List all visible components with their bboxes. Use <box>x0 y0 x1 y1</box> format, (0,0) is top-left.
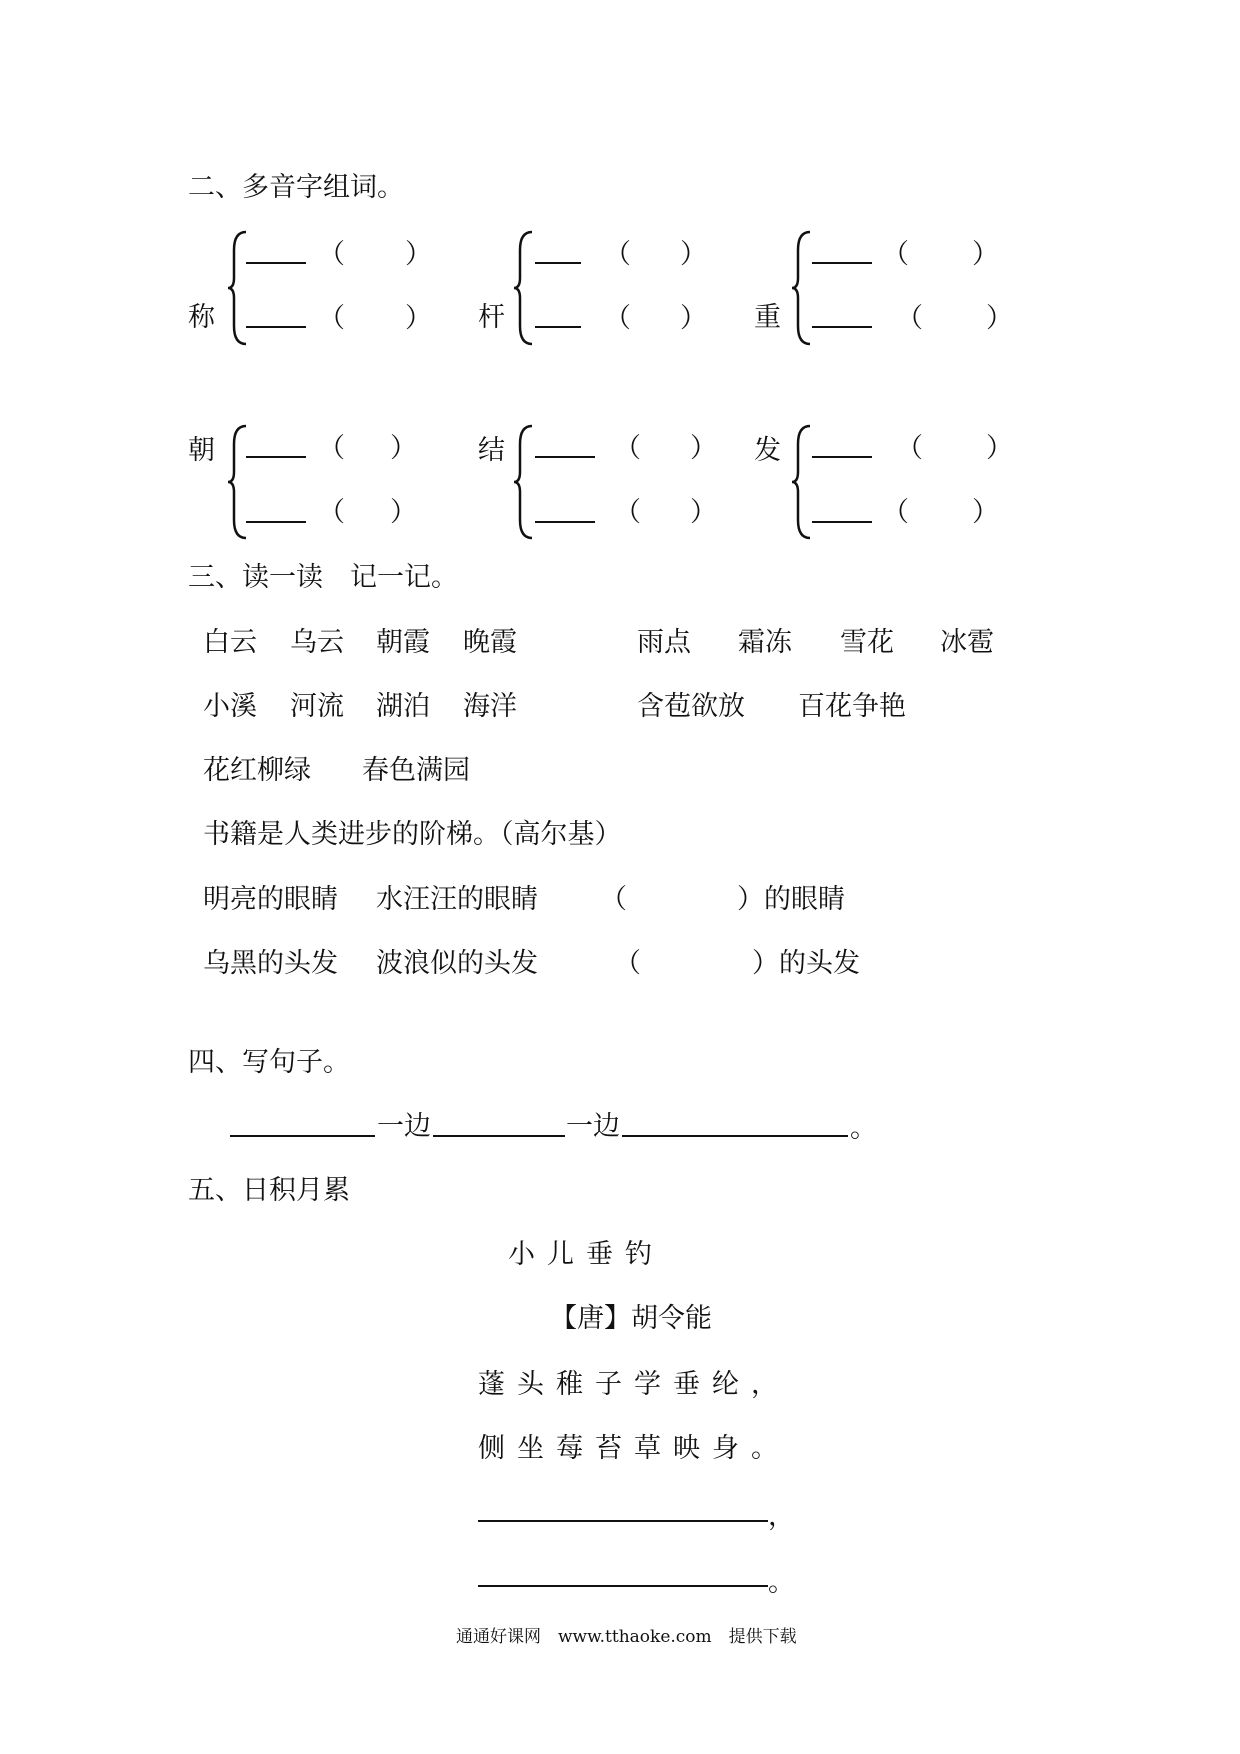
blank-line[interactable] <box>812 326 872 328</box>
paren-open: （ <box>318 239 345 270</box>
blank-line[interactable] <box>535 456 595 458</box>
phrase-end: ）的眼睛 <box>737 884 845 915</box>
footer-text: 通通好课网 www.tthaoke.com 提供下载 <box>456 1627 797 1647</box>
phrase: 水汪汪的眼睛 <box>376 884 538 915</box>
word: 冰雹 <box>940 627 994 658</box>
blank-line[interactable] <box>230 1135 375 1137</box>
blank-line[interactable] <box>535 521 595 523</box>
blank-line[interactable] <box>535 262 581 264</box>
brace-icon <box>226 424 248 540</box>
paren-close: ） <box>680 239 707 270</box>
blank-line[interactable] <box>433 1135 565 1137</box>
paren-close: ） <box>405 303 432 334</box>
paren-open: （ <box>614 433 641 464</box>
group-char: 重 <box>754 302 781 333</box>
paren-open: （ <box>318 433 345 464</box>
blank-line[interactable] <box>246 456 306 458</box>
paren-close: ） <box>390 433 417 464</box>
sentence-word: 一边 <box>377 1111 431 1142</box>
group-char: 结 <box>478 435 505 466</box>
group-char: 称 <box>188 302 215 333</box>
word: 乌云 <box>290 627 344 658</box>
word: 朝霞 <box>376 627 430 658</box>
blank-line[interactable] <box>246 262 306 264</box>
group-char: 发 <box>754 435 781 466</box>
word: 海洋 <box>463 691 517 722</box>
paren-open: （ <box>318 303 345 334</box>
section-3-title: 三、读一读 记一记。 <box>188 562 458 593</box>
brace-icon <box>512 230 534 346</box>
paren-close: ） <box>690 433 717 464</box>
poem-line-1: 蓬头稚子学垂纶， <box>478 1369 790 1400</box>
section-2-title: 二、多音字组词。 <box>188 172 404 203</box>
word: 河流 <box>290 691 344 722</box>
phrase: 波浪似的头发 <box>376 948 538 979</box>
phrase-end: ）的头发 <box>752 948 860 979</box>
word: 含苞欲放 <box>637 691 745 722</box>
sentence-word: 一边 <box>566 1111 620 1142</box>
paren-open: （ <box>896 433 923 464</box>
paren-open: （ <box>882 239 909 270</box>
blank-line[interactable] <box>246 521 306 523</box>
group-char: 朝 <box>188 435 215 466</box>
paren-open: （ <box>614 948 641 979</box>
blank-line[interactable] <box>246 326 306 328</box>
word: 雪花 <box>840 627 894 658</box>
quote: 书籍是人类进步的阶梯。（高尔基） <box>203 819 622 850</box>
word: 湖泊 <box>376 691 430 722</box>
poem-blank-line-2[interactable] <box>478 1585 768 1587</box>
paren-close: ） <box>986 303 1013 334</box>
word: 雨点 <box>637 627 691 658</box>
paren-close: ） <box>972 239 999 270</box>
poem-blank-line-1[interactable] <box>478 1520 768 1522</box>
phrase: 明亮的眼睛 <box>203 884 338 915</box>
group-char: 杆 <box>478 302 505 333</box>
brace-icon <box>790 230 812 346</box>
section-4-title: 四、写句子。 <box>188 1047 350 1078</box>
brace-icon <box>226 230 248 346</box>
paren-close: ） <box>972 497 999 528</box>
sentence-end: 。 <box>850 1113 877 1144</box>
paren-open: （ <box>604 303 631 334</box>
blank-line[interactable] <box>622 1135 848 1137</box>
word: 百花争艳 <box>798 691 906 722</box>
word: 小溪 <box>203 691 257 722</box>
paren-open: （ <box>318 497 345 528</box>
word: 霜冻 <box>738 627 792 658</box>
brace-icon <box>790 424 812 540</box>
phrase: 乌黑的头发 <box>203 948 338 979</box>
brace-icon <box>512 424 534 540</box>
word: 白云 <box>203 627 257 658</box>
paren-close: ） <box>405 239 432 270</box>
poem-blank-end-1: ， <box>768 1501 795 1532</box>
paren-close: ） <box>390 497 417 528</box>
word: 晚霞 <box>463 627 517 658</box>
word: 花红柳绿 <box>203 755 311 786</box>
paren-close: ） <box>986 433 1013 464</box>
poem-author: 【唐】胡令能 <box>550 1303 712 1334</box>
blank-line[interactable] <box>812 456 872 458</box>
paren-close: ） <box>680 303 707 334</box>
blank-line[interactable] <box>812 521 872 523</box>
paren-open: （ <box>600 884 627 915</box>
paren-open: （ <box>896 303 923 334</box>
paren-close: ） <box>690 497 717 528</box>
poem-line-2: 侧坐莓苔草映身。 <box>478 1433 790 1464</box>
paren-open: （ <box>604 239 631 270</box>
paren-open: （ <box>614 497 641 528</box>
paren-open: （ <box>882 497 909 528</box>
blank-line[interactable] <box>812 262 872 264</box>
poem-blank-end-2: 。 <box>768 1567 795 1598</box>
blank-line[interactable] <box>535 326 581 328</box>
word: 春色满园 <box>362 755 470 786</box>
poem-title: 小儿垂钓 <box>508 1239 664 1270</box>
section-5-title: 五、日积月累 <box>188 1175 350 1206</box>
